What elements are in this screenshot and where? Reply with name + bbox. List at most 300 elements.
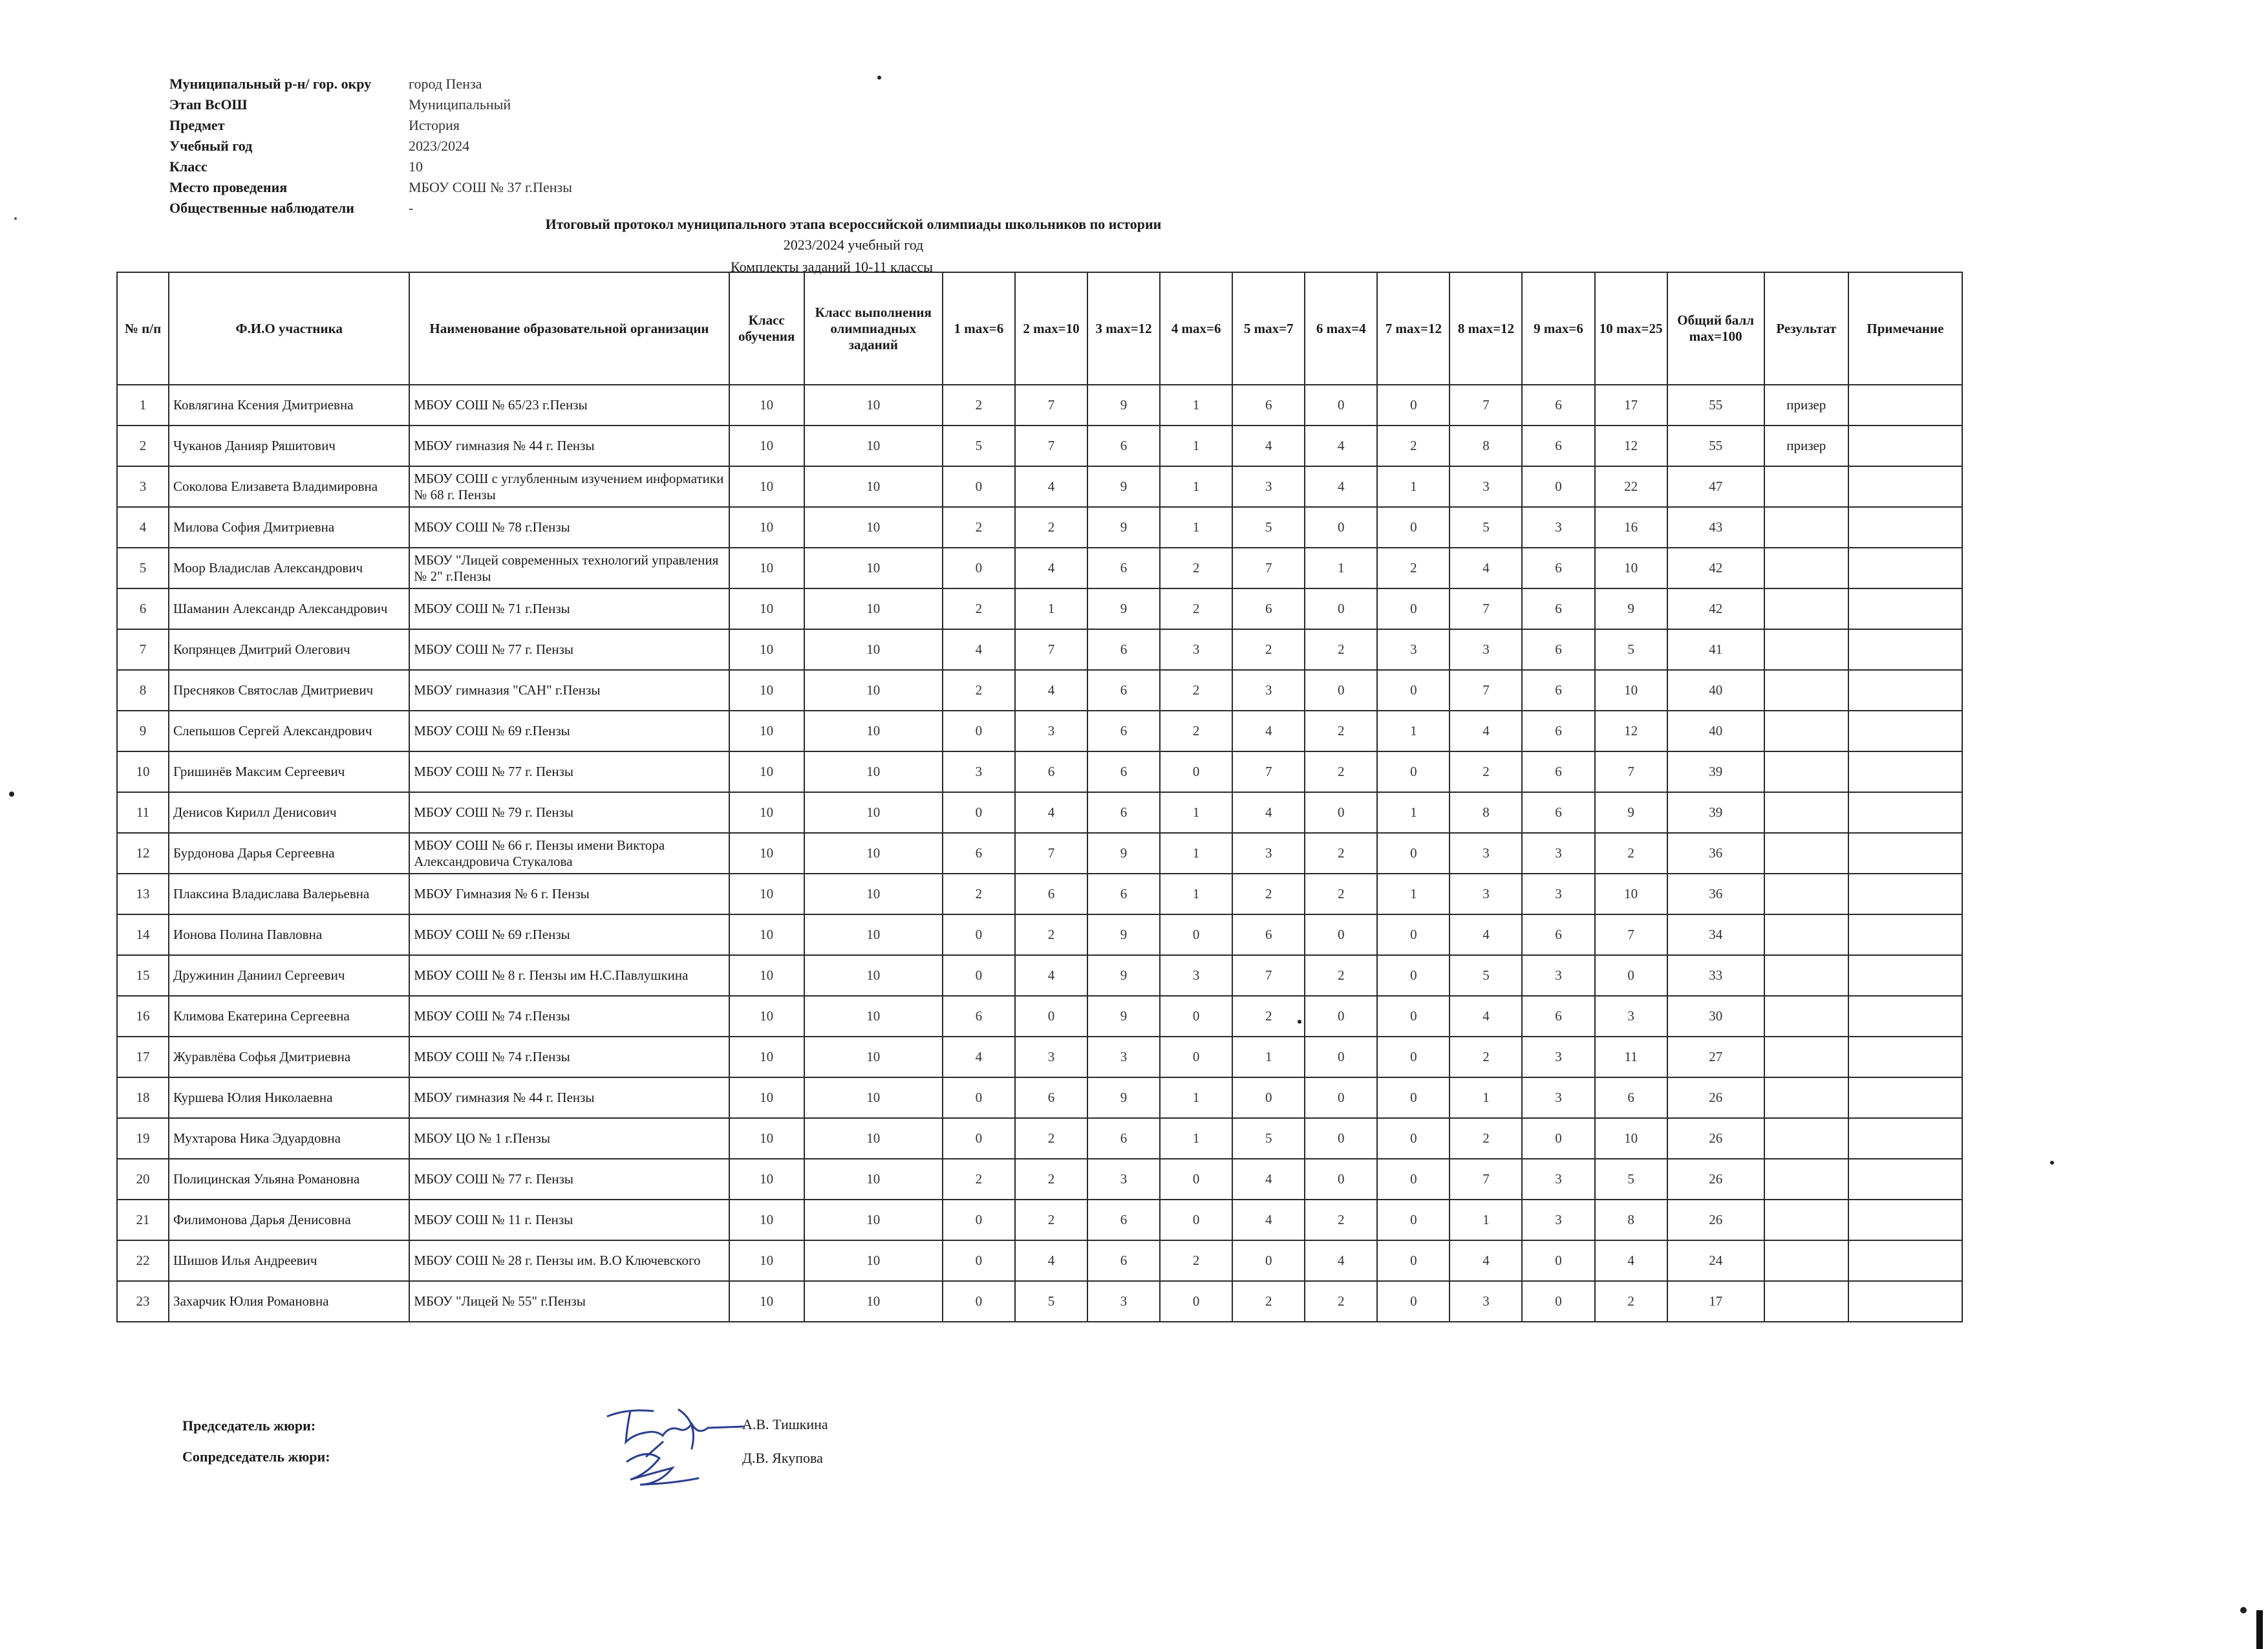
meta-label: Муниципальный р-н/ гор. окру xyxy=(169,76,372,92)
task-score-4: 0 xyxy=(1160,1037,1232,1077)
task-score-6: 0 xyxy=(1305,1118,1377,1159)
table-row xyxy=(117,914,1962,955)
task-score-5: 1 xyxy=(1232,1037,1305,1077)
task-score-10: 0 xyxy=(1595,955,1667,996)
organization: МБОУ СОШ № 77 г. Пензы xyxy=(409,1159,729,1200)
organization: МБОУ СОШ № 77 г. Пензы xyxy=(409,629,729,670)
task-score-3: 6 xyxy=(1087,1200,1160,1240)
task-score-5: 5 xyxy=(1232,507,1305,548)
note xyxy=(1848,548,1962,588)
task-score-10: 3 xyxy=(1595,996,1667,1037)
row-number: 18 xyxy=(117,1077,169,1118)
total-score: 55 xyxy=(1667,426,1764,466)
total-score: 55 xyxy=(1667,385,1764,426)
task-score-2: 2 xyxy=(1015,1200,1087,1240)
task-score-6: 2 xyxy=(1305,1200,1377,1240)
grade-executed: 10 xyxy=(804,874,943,914)
task-score-4: 2 xyxy=(1160,548,1232,588)
grade: 10 xyxy=(729,466,804,507)
meta-label: Место проведения xyxy=(169,179,288,195)
meta-label: Предмет xyxy=(169,117,225,133)
task-score-9: 6 xyxy=(1522,670,1594,711)
task-score-10: 16 xyxy=(1595,507,1667,548)
organization: МБОУ СОШ № 74 г.Пензы xyxy=(409,996,729,1037)
result: призер xyxy=(1764,426,1848,466)
task-score-8: 7 xyxy=(1450,1159,1522,1200)
task-score-9: 6 xyxy=(1522,914,1594,955)
grade-executed: 10 xyxy=(804,629,943,670)
task-score-7: 0 xyxy=(1377,955,1450,996)
meta-label: Учебный год xyxy=(169,138,253,154)
participant-name: Шишов Илья Андреевич xyxy=(169,1240,409,1281)
organization: МБОУ гимназия № 44 г. Пензы xyxy=(409,1077,729,1118)
grade-executed: 10 xyxy=(804,955,943,996)
task-score-1: 0 xyxy=(943,1281,1015,1322)
table-row xyxy=(117,792,1962,833)
note xyxy=(1848,507,1962,548)
total-score: 41 xyxy=(1667,629,1764,670)
meta-value: История xyxy=(409,117,460,133)
grade: 10 xyxy=(729,874,804,914)
grade: 10 xyxy=(729,1118,804,1159)
column-header: № п/п xyxy=(117,272,169,385)
meta-value: 2023/2024 xyxy=(409,138,470,154)
task-score-8: 4 xyxy=(1450,1240,1522,1281)
task-score-4: 3 xyxy=(1160,629,1232,670)
meta-value: 10 xyxy=(409,158,423,175)
task-score-6: 2 xyxy=(1305,629,1377,670)
total-score: 42 xyxy=(1667,588,1764,629)
grade: 10 xyxy=(729,751,804,792)
task-score-4: 1 xyxy=(1160,426,1232,466)
total-score: 39 xyxy=(1667,792,1764,833)
row-number: 13 xyxy=(117,874,169,914)
note xyxy=(1848,1240,1962,1281)
school-year: 2023/2024 учебный год xyxy=(783,237,924,253)
task-score-2: 7 xyxy=(1015,426,1087,466)
table-row xyxy=(117,955,1962,996)
grade: 10 xyxy=(729,792,804,833)
grade-executed: 10 xyxy=(804,1240,943,1281)
task-score-8: 2 xyxy=(1450,1037,1522,1077)
task-score-4: 1 xyxy=(1160,466,1232,507)
task-score-5: 4 xyxy=(1232,1200,1305,1240)
task-score-10: 10 xyxy=(1595,670,1667,711)
task-score-2: 7 xyxy=(1015,385,1087,426)
note xyxy=(1848,1200,1962,1240)
task-score-8: 2 xyxy=(1450,1118,1522,1159)
task-score-6: 0 xyxy=(1305,792,1377,833)
task-score-3: 9 xyxy=(1087,588,1160,629)
grade: 10 xyxy=(729,996,804,1037)
table-row xyxy=(117,1159,1962,1200)
task-score-7: 2 xyxy=(1377,426,1450,466)
task-score-2: 4 xyxy=(1015,792,1087,833)
participant-name: Мухтарова Ника Эдуардовна xyxy=(169,1118,409,1159)
table-row xyxy=(117,466,1962,507)
task-score-9: 3 xyxy=(1522,507,1594,548)
table-row xyxy=(117,1037,1962,1077)
task-score-9: 3 xyxy=(1522,1077,1594,1118)
task-score-8: 3 xyxy=(1450,629,1522,670)
task-score-6: 2 xyxy=(1305,874,1377,914)
result xyxy=(1764,1281,1848,1322)
row-number: 7 xyxy=(117,629,169,670)
task-score-10: 9 xyxy=(1595,588,1667,629)
task-score-7: 0 xyxy=(1377,996,1450,1037)
task-score-4: 2 xyxy=(1160,588,1232,629)
task-score-1: 0 xyxy=(943,1118,1015,1159)
task-score-9: 3 xyxy=(1522,955,1594,996)
grade: 10 xyxy=(729,629,804,670)
organization: МБОУ СОШ № 65/23 г.Пензы xyxy=(409,385,729,426)
result xyxy=(1764,914,1848,955)
organization: МБОУ гимназия № 44 г. Пензы xyxy=(409,426,729,466)
total-score: 17 xyxy=(1667,1281,1764,1322)
row-number: 3 xyxy=(117,466,169,507)
task-score-7: 0 xyxy=(1377,1118,1450,1159)
table-row xyxy=(117,426,1962,466)
result xyxy=(1764,548,1848,588)
task-score-1: 2 xyxy=(943,507,1015,548)
total-score: 36 xyxy=(1667,833,1764,874)
task-score-7: 0 xyxy=(1377,670,1450,711)
note xyxy=(1848,588,1962,629)
task-score-3: 6 xyxy=(1087,629,1160,670)
task-score-3: 6 xyxy=(1087,874,1160,914)
result xyxy=(1764,466,1848,507)
task-score-8: 8 xyxy=(1450,426,1522,466)
note xyxy=(1848,711,1962,751)
participant-name: Чуканов Данияр Ряшитович xyxy=(169,426,409,466)
result xyxy=(1764,1077,1848,1118)
organization: МБОУ "Лицей современных технологий управления № 2" г.Пензы xyxy=(409,548,729,588)
organization: МБОУ СОШ № 74 г.Пензы xyxy=(409,1037,729,1077)
participant-name: Денисов Кирилл Денисович xyxy=(169,792,409,833)
grade: 10 xyxy=(729,1077,804,1118)
grade-executed: 10 xyxy=(804,711,943,751)
result xyxy=(1764,507,1848,548)
task-score-5: 3 xyxy=(1232,670,1305,711)
organization: МБОУ СОШ № 11 г. Пензы xyxy=(409,1200,729,1240)
participant-name: Плаксина Владислава Валерьевна xyxy=(169,874,409,914)
task-score-9: 6 xyxy=(1522,385,1594,426)
note xyxy=(1848,751,1962,792)
task-score-7: 0 xyxy=(1377,751,1450,792)
task-score-1: 6 xyxy=(943,996,1015,1037)
table-row xyxy=(117,1077,1962,1118)
grade-executed: 10 xyxy=(804,833,943,874)
row-number: 5 xyxy=(117,548,169,588)
task-score-1: 2 xyxy=(943,1159,1015,1200)
result: призер xyxy=(1764,385,1848,426)
column-header: 8 max=12 xyxy=(1450,272,1522,385)
meta-row xyxy=(169,74,572,94)
row-number: 20 xyxy=(117,1159,169,1200)
scan-edge-mark xyxy=(2256,1610,2263,1649)
task-score-8: 5 xyxy=(1450,955,1522,996)
task-score-5: 0 xyxy=(1232,1240,1305,1281)
column-header: Результат xyxy=(1764,272,1848,385)
task-score-1: 0 xyxy=(943,914,1015,955)
total-score: 26 xyxy=(1667,1077,1764,1118)
participant-name: Слепышов Сергей Александрович xyxy=(169,711,409,751)
task-score-2: 6 xyxy=(1015,874,1087,914)
task-score-4: 2 xyxy=(1160,1240,1232,1281)
row-number: 14 xyxy=(117,914,169,955)
task-score-7: 1 xyxy=(1377,711,1450,751)
meta-label: Класс xyxy=(169,158,208,175)
participant-name: Шаманин Александр Александрович xyxy=(169,588,409,629)
task-score-10: 5 xyxy=(1595,629,1667,670)
task-score-1: 2 xyxy=(943,385,1015,426)
total-score: 42 xyxy=(1667,548,1764,588)
grade-executed: 10 xyxy=(804,914,943,955)
grade: 10 xyxy=(729,1281,804,1322)
task-score-10: 12 xyxy=(1595,711,1667,751)
task-score-9: 3 xyxy=(1522,874,1594,914)
grade-executed: 10 xyxy=(804,1118,943,1159)
note xyxy=(1848,466,1962,507)
task-score-3: 9 xyxy=(1087,955,1160,996)
task-score-2: 2 xyxy=(1015,1159,1087,1200)
note xyxy=(1848,1037,1962,1077)
table-row xyxy=(117,711,1962,751)
note xyxy=(1848,670,1962,711)
task-score-1: 0 xyxy=(943,711,1015,751)
table-row xyxy=(117,1200,1962,1240)
row-number: 12 xyxy=(117,833,169,874)
task-score-10: 9 xyxy=(1595,792,1667,833)
row-number: 21 xyxy=(117,1200,169,1240)
column-header: Наименование образовательной организации xyxy=(409,272,729,385)
grade: 10 xyxy=(729,507,804,548)
note xyxy=(1848,426,1962,466)
organization: МБОУ СОШ с углубленным изучением информатики № 68 г. Пензы xyxy=(409,466,729,507)
task-score-2: 5 xyxy=(1015,1281,1087,1322)
task-score-8: 3 xyxy=(1450,833,1522,874)
task-score-3: 9 xyxy=(1087,914,1160,955)
task-score-1: 0 xyxy=(943,466,1015,507)
task-score-5: 3 xyxy=(1232,466,1305,507)
table-row xyxy=(117,874,1962,914)
task-score-10: 5 xyxy=(1595,1159,1667,1200)
row-number: 2 xyxy=(117,426,169,466)
grade: 10 xyxy=(729,670,804,711)
task-score-3: 9 xyxy=(1087,1077,1160,1118)
task-score-9: 3 xyxy=(1522,1159,1594,1200)
task-score-2: 3 xyxy=(1015,1037,1087,1077)
task-score-8: 4 xyxy=(1450,996,1522,1037)
task-score-9: 3 xyxy=(1522,1200,1594,1240)
meta-label: Этап ВсОШ xyxy=(169,96,248,113)
task-score-7: 0 xyxy=(1377,507,1450,548)
task-score-8: 1 xyxy=(1450,1200,1522,1240)
note xyxy=(1848,833,1962,874)
task-score-1: 6 xyxy=(943,833,1015,874)
grade-executed: 10 xyxy=(804,548,943,588)
total-score: 39 xyxy=(1667,751,1764,792)
task-score-10: 11 xyxy=(1595,1037,1667,1077)
grade-executed: 10 xyxy=(804,507,943,548)
organization: МБОУ гимназия "САН" г.Пензы xyxy=(409,670,729,711)
task-sets: Комплекты заданий 10-11 классы xyxy=(731,259,933,275)
column-header: 1 max=6 xyxy=(943,272,1015,385)
task-score-1: 0 xyxy=(943,548,1015,588)
task-score-9: 0 xyxy=(1522,466,1594,507)
task-score-6: 0 xyxy=(1305,1159,1377,1200)
result xyxy=(1764,1159,1848,1200)
grade: 10 xyxy=(729,914,804,955)
results-table xyxy=(116,272,1963,1322)
task-score-4: 1 xyxy=(1160,1077,1232,1118)
task-score-5: 7 xyxy=(1232,548,1305,588)
task-score-5: 7 xyxy=(1232,955,1305,996)
result xyxy=(1764,588,1848,629)
meta-row xyxy=(169,177,572,198)
task-score-4: 3 xyxy=(1160,955,1232,996)
cochair-signature xyxy=(627,1442,698,1485)
task-score-7: 2 xyxy=(1377,548,1450,588)
meta-row xyxy=(169,156,572,177)
task-score-8: 7 xyxy=(1450,670,1522,711)
result xyxy=(1764,711,1848,751)
task-score-7: 1 xyxy=(1377,792,1450,833)
organization: МБОУ СОШ № 71 г.Пензы xyxy=(409,588,729,629)
organization: МБОУ СОШ № 8 г. Пензы им Н.С.Павлушкина xyxy=(409,955,729,996)
total-score: 34 xyxy=(1667,914,1764,955)
grade: 10 xyxy=(729,955,804,996)
organization: МБОУ СОШ № 28 г. Пензы им. В.О Ключевского xyxy=(409,1240,729,1281)
row-number: 19 xyxy=(117,1118,169,1159)
task-score-9: 6 xyxy=(1522,751,1594,792)
participant-name: Копрянцев Дмитрий Олегович xyxy=(169,629,409,670)
task-score-4: 1 xyxy=(1160,833,1232,874)
chair-signature xyxy=(608,1410,744,1449)
task-score-6: 4 xyxy=(1305,1240,1377,1281)
task-score-9: 0 xyxy=(1522,1281,1594,1322)
column-header: 9 max=6 xyxy=(1522,272,1594,385)
signatures xyxy=(601,1397,750,1487)
task-score-4: 1 xyxy=(1160,385,1232,426)
task-score-10: 17 xyxy=(1595,385,1667,426)
task-score-5: 4 xyxy=(1232,711,1305,751)
task-score-2: 4 xyxy=(1015,670,1087,711)
task-score-8: 3 xyxy=(1450,1281,1522,1322)
task-score-8: 4 xyxy=(1450,548,1522,588)
task-score-3: 6 xyxy=(1087,751,1160,792)
grade-executed: 10 xyxy=(804,426,943,466)
note xyxy=(1848,914,1962,955)
task-score-3: 6 xyxy=(1087,1118,1160,1159)
grade: 10 xyxy=(729,1200,804,1240)
participant-name: Пресняков Святослав Дмитриевич xyxy=(169,670,409,711)
column-header: Общий балл max=100 xyxy=(1667,272,1764,385)
task-score-1: 0 xyxy=(943,955,1015,996)
table-row xyxy=(117,385,1962,426)
grade-executed: 10 xyxy=(804,751,943,792)
task-score-3: 6 xyxy=(1087,426,1160,466)
result xyxy=(1764,629,1848,670)
cochair-name: Д.В. Якупова xyxy=(742,1450,823,1466)
task-score-1: 3 xyxy=(943,751,1015,792)
table-row xyxy=(117,548,1962,588)
task-score-5: 6 xyxy=(1232,588,1305,629)
task-score-2: 0 xyxy=(1015,996,1087,1037)
row-number: 23 xyxy=(117,1281,169,1322)
meta-value: МБОУ СОШ № 37 г.Пензы xyxy=(409,179,572,195)
task-score-4: 0 xyxy=(1160,914,1232,955)
column-header: Примечание xyxy=(1848,272,1962,385)
task-score-9: 0 xyxy=(1522,1240,1594,1281)
task-score-3: 6 xyxy=(1087,1240,1160,1281)
grade: 10 xyxy=(729,833,804,874)
task-score-8: 3 xyxy=(1450,466,1522,507)
task-score-6: 4 xyxy=(1305,426,1377,466)
task-score-3: 6 xyxy=(1087,711,1160,751)
task-score-10: 22 xyxy=(1595,466,1667,507)
task-score-8: 4 xyxy=(1450,711,1522,751)
result xyxy=(1764,874,1848,914)
organization: МБОУ СОШ № 69 г.Пензы xyxy=(409,914,729,955)
task-score-5: 4 xyxy=(1232,1159,1305,1200)
participant-name: Климова Екатерина Сергеевна xyxy=(169,996,409,1037)
task-score-3: 6 xyxy=(1087,548,1160,588)
task-score-4: 0 xyxy=(1160,1200,1232,1240)
organization: МБОУ СОШ № 79 г. Пензы xyxy=(409,792,729,833)
result xyxy=(1764,792,1848,833)
total-score: 40 xyxy=(1667,670,1764,711)
table-row xyxy=(117,996,1962,1037)
total-score: 26 xyxy=(1667,1200,1764,1240)
task-score-5: 4 xyxy=(1232,426,1305,466)
task-score-4: 2 xyxy=(1160,670,1232,711)
row-number: 15 xyxy=(117,955,169,996)
participant-name: Ковлягина Ксения Дмитриевна xyxy=(169,385,409,426)
column-header: Класс выполнения олимпиадных заданий xyxy=(804,272,943,385)
grade-executed: 10 xyxy=(804,385,943,426)
task-score-2: 6 xyxy=(1015,751,1087,792)
task-score-4: 0 xyxy=(1160,1281,1232,1322)
task-score-2: 2 xyxy=(1015,914,1087,955)
task-score-4: 1 xyxy=(1160,874,1232,914)
column-header: 2 max=10 xyxy=(1015,272,1087,385)
task-score-3: 9 xyxy=(1087,507,1160,548)
result xyxy=(1764,1037,1848,1077)
table-row xyxy=(117,1240,1962,1281)
grade: 10 xyxy=(729,1159,804,1200)
task-score-1: 0 xyxy=(943,792,1015,833)
organization: МБОУ "Лицей № 55" г.Пензы xyxy=(409,1281,729,1322)
task-score-2: 4 xyxy=(1015,548,1087,588)
participant-name: Ионова Полина Павловна xyxy=(169,914,409,955)
meta-label: Общественные наблюдатели xyxy=(169,200,354,216)
organization: МБОУ СОШ № 77 г. Пензы xyxy=(409,751,729,792)
grade-executed: 10 xyxy=(804,466,943,507)
total-score: 40 xyxy=(1667,711,1764,751)
task-score-3: 9 xyxy=(1087,385,1160,426)
row-number: 9 xyxy=(117,711,169,751)
task-score-5: 0 xyxy=(1232,1077,1305,1118)
task-score-3: 3 xyxy=(1087,1159,1160,1200)
meta-value: город Пенза xyxy=(409,76,482,92)
task-score-2: 1 xyxy=(1015,588,1087,629)
participant-name: Моор Владислав Александрович xyxy=(169,548,409,588)
table-row xyxy=(117,751,1962,792)
task-score-8: 1 xyxy=(1450,1077,1522,1118)
meta-value: - xyxy=(409,200,414,216)
grade-executed: 10 xyxy=(804,1281,943,1322)
